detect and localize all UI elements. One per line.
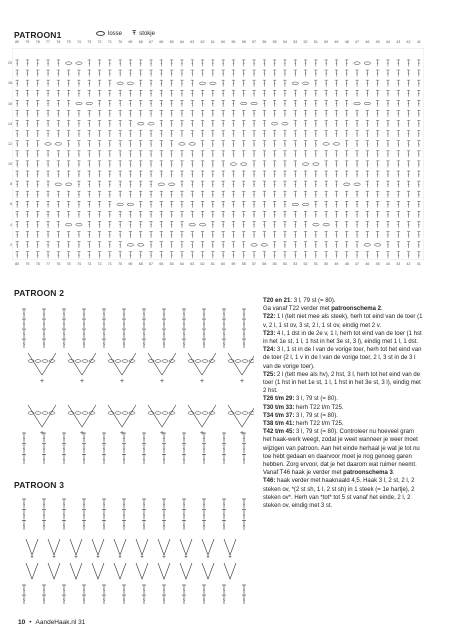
column-number: 56	[262, 262, 267, 266]
column-number: 48	[344, 262, 349, 266]
column-number: 65	[169, 40, 174, 44]
column-number: 41	[416, 262, 421, 266]
chain-stitch-symbol	[65, 223, 71, 226]
svg-text:+: +	[79, 430, 85, 437]
svg-text:+: +	[96, 555, 100, 561]
column-number: 45	[375, 40, 380, 44]
column-number: 58	[241, 40, 246, 44]
column-number: 77	[46, 40, 51, 44]
page-footer	[18, 619, 85, 626]
column-number: 79	[25, 262, 30, 266]
chain-stitch-symbol	[168, 183, 174, 186]
chain-stitch-symbol	[127, 82, 133, 85]
column-number: 78	[35, 40, 40, 44]
treble-stitch-icon: Ŧ	[132, 30, 137, 37]
column-number: 78	[35, 262, 40, 266]
column-number: 69	[128, 262, 133, 266]
column-number: 67	[149, 262, 154, 266]
chain-stitch-symbol	[374, 244, 380, 247]
column-number: 56	[262, 40, 267, 44]
svg-text:+: +	[228, 555, 232, 561]
column-number: 50	[324, 262, 329, 266]
legend-label-treble: stokje	[139, 30, 155, 37]
patroon1-title: PATROON1	[14, 30, 62, 40]
chain-stitch-icon	[96, 31, 105, 36]
row-number: 10	[8, 162, 12, 167]
column-number: 71	[107, 262, 112, 266]
column-number: 57	[252, 40, 257, 44]
chain-stitch-symbol	[117, 203, 123, 206]
column-numbers-top	[12, 40, 424, 48]
row-number: 18	[8, 81, 12, 86]
column-number: 66	[159, 262, 164, 266]
column-number: 43	[396, 262, 401, 266]
column-number: 51	[313, 262, 318, 266]
chain-stitch-symbol	[282, 122, 288, 125]
instructions-column	[263, 297, 423, 510]
column-number: 58	[241, 262, 246, 266]
svg-text:+: +	[74, 555, 78, 561]
row-number: 16	[8, 101, 12, 106]
column-number: 61	[210, 262, 215, 266]
row-number: 12	[8, 141, 12, 146]
row-number: 6	[10, 202, 12, 207]
instruction-paragraph: T22: 1 l (telt niet mee als steek), herh tot eind van de toer (1 v, 2 l, 1 st ov, 3 st, 2 l, 1 st ov, eindig met 2 v.	[263, 314, 423, 329]
svg-text:+: +	[199, 378, 205, 385]
svg-text:+: +	[184, 555, 188, 561]
chain-stitch-symbol	[158, 183, 164, 186]
chain-stitch-symbol	[354, 183, 360, 186]
column-number: 44	[385, 262, 390, 266]
column-number: 50	[324, 40, 329, 44]
column-number: 64	[179, 262, 184, 266]
legend-item-treble	[132, 30, 155, 37]
column-number: 80	[15, 40, 20, 44]
instruction-paragraph: T30 t/m 33: herh T22 t/m T25.	[263, 404, 344, 411]
row-number: 14	[8, 121, 12, 126]
column-number: 44	[385, 40, 390, 44]
column-number: 63	[190, 262, 195, 266]
chain-stitch-symbol	[55, 143, 61, 146]
svg-text:+: +	[52, 555, 56, 561]
svg-text:+: +	[39, 430, 45, 437]
column-number: 43	[396, 40, 401, 44]
chain-stitch-symbol	[364, 102, 370, 105]
column-number: 52	[303, 262, 308, 266]
row-number: 4	[10, 222, 12, 227]
chain-stitch-symbol	[344, 183, 350, 186]
svg-text:+: +	[159, 378, 165, 385]
column-number: 60	[221, 262, 226, 266]
svg-text:+: +	[39, 378, 45, 385]
column-number: 70	[118, 262, 123, 266]
svg-text:+: +	[30, 555, 34, 561]
svg-text:+: +	[199, 430, 205, 437]
chain-stitch-symbol	[210, 82, 216, 85]
column-number: 59	[231, 40, 236, 44]
chain-stitch-symbol	[333, 143, 339, 146]
patroon3-diagram	[18, 497, 254, 607]
column-number: 70	[118, 40, 123, 44]
column-number: 42	[406, 40, 411, 44]
chain-stitch-symbol	[364, 62, 370, 65]
column-number: 62	[200, 40, 205, 44]
column-number: 76	[56, 40, 61, 44]
chain-stitch-symbol	[230, 163, 236, 166]
chain-stitch-symbol	[189, 143, 195, 146]
legend	[96, 30, 155, 37]
chain-stitch-symbol	[241, 163, 247, 166]
legend-label-chain: losse	[108, 30, 123, 37]
column-number: 41	[416, 40, 421, 44]
column-number: 80	[15, 262, 20, 266]
row-number: 2	[10, 242, 12, 247]
chain-stitch-symbol	[313, 223, 319, 226]
column-number: 53	[293, 40, 298, 44]
chain-stitch-symbol	[76, 223, 82, 226]
column-numbers-bottom	[12, 262, 424, 270]
column-number: 71	[107, 40, 112, 44]
column-number: 55	[272, 262, 277, 266]
instruction-paragraph: T38 t/m 41: herh T22 t/m T25.	[263, 421, 344, 428]
chain-stitch-symbol	[76, 62, 82, 65]
chain-stitch-symbol	[55, 183, 61, 186]
chain-stitch-symbol	[302, 82, 308, 85]
row-number: 20	[8, 61, 12, 66]
footer-source: AandeHaak.nl 31	[35, 619, 86, 626]
svg-text:+: +	[119, 430, 125, 437]
column-number: 75	[66, 262, 71, 266]
chain-stitch-symbol	[199, 223, 205, 226]
patroon1-chart-grid	[12, 48, 424, 260]
chain-stitch-symbol	[86, 102, 92, 105]
chain-stitch-symbol	[65, 183, 71, 186]
instruction-paragraph: Ga vanaf T22 verder met patroonschema 2.	[263, 306, 383, 313]
chain-stitch-symbol	[323, 223, 329, 226]
column-number: 46	[365, 40, 370, 44]
chain-stitch-symbol	[251, 244, 257, 247]
instruction-paragraph: T42 t/m 45: 3 l, 79 st (= 80). Controleer nu hoeveel gram het haak-werk weegt, zodat je weet wanneer je weer moet wijzigen van patroon. Aan het einde herhaal je wat je tot nu toe hebt gedaan en daarvoor moet je nog genoeg garen hebben. Zorg ervoor, dat je het daarom wat ruimer neemt. Vanaf T46 haak je verder met patroonschema 3.	[263, 429, 420, 477]
svg-text:+: +	[118, 555, 122, 561]
column-number: 49	[334, 40, 339, 44]
patroon2-diagram	[18, 305, 254, 467]
column-number: 68	[138, 40, 143, 44]
chain-stitch-symbol	[199, 82, 205, 85]
chain-stitch-symbol	[302, 203, 308, 206]
column-number: 54	[282, 262, 287, 266]
chain-stitch-symbol	[138, 122, 144, 125]
instruction-paragraph: T34 t/m 37: 3 l, 79 st (= 80).	[263, 412, 338, 419]
chain-stitch-symbol	[76, 102, 82, 105]
column-number: 62	[200, 262, 205, 266]
chain-stitch-symbol	[354, 102, 360, 105]
column-number: 73	[87, 40, 92, 44]
column-number: 47	[355, 262, 360, 266]
column-number: 63	[190, 40, 195, 44]
column-number: 47	[355, 40, 360, 44]
chain-stitch-symbol	[261, 244, 267, 247]
chain-stitch-symbol	[138, 244, 144, 247]
column-number: 51	[313, 40, 318, 44]
column-number: 60	[221, 40, 226, 44]
chain-stitch-symbol	[179, 143, 185, 146]
column-number: 54	[282, 40, 287, 44]
chain-stitch-symbol	[65, 62, 71, 65]
chain-stitch-symbol	[127, 203, 133, 206]
column-number: 72	[97, 40, 102, 44]
page-number: 10	[18, 619, 26, 626]
column-number: 74	[76, 40, 81, 44]
patroon2-title: PATROON 2	[14, 288, 65, 298]
column-number: 53	[293, 262, 298, 266]
column-number: 76	[56, 262, 61, 266]
legend-item-chain	[96, 31, 122, 37]
svg-text:+: +	[119, 378, 125, 385]
chain-stitch-symbol	[364, 244, 370, 247]
chain-stitch-symbol	[127, 244, 133, 247]
patroon3-title: PATROON 3	[14, 480, 65, 490]
column-number: 74	[76, 262, 81, 266]
column-number: 42	[406, 262, 411, 266]
column-number: 64	[179, 40, 184, 44]
instruction-paragraph: T24: 3 l, 1 st in de l van de vorige toer, herh tot het eind van de toer (2 l, 1 v in de l van de vorige toer, 2 l, 3 st in de 3 l van de vorige toer).	[263, 347, 422, 370]
column-number: 73	[87, 262, 92, 266]
column-number: 79	[25, 40, 30, 44]
column-number: 69	[128, 40, 133, 44]
svg-text:+: +	[206, 555, 210, 561]
chain-stitch-symbol	[45, 143, 51, 146]
chain-stitch-symbol	[354, 62, 360, 65]
svg-text:+: +	[159, 430, 165, 437]
column-number: 57	[252, 262, 257, 266]
column-number: 66	[159, 40, 164, 44]
chain-stitch-symbol	[292, 82, 298, 85]
column-number: 45	[375, 262, 380, 266]
svg-text:+: +	[239, 378, 245, 385]
chain-stitch-symbol	[292, 203, 298, 206]
instruction-paragraph: T20 en 21: 3 l, 79 st (= 80).	[263, 298, 336, 304]
row-numbers	[2, 48, 12, 260]
chain-stitch-symbol	[148, 122, 154, 125]
instruction-paragraph: T23: 4 l, 1 dst in de 2e v, 1 l, herh tot eind van de toer (1 hst in het 1e st, 1 l, 1 hst in het 3e st, 3 l), eindig met 1 l, 1 dst.	[263, 330, 422, 346]
column-number: 72	[97, 262, 102, 266]
chain-stitch-symbol	[189, 223, 195, 226]
chain-stitch-symbol	[271, 122, 277, 125]
chain-stitch-symbol	[251, 102, 257, 105]
chain-stitch-symbol	[241, 102, 247, 105]
svg-text:+: +	[239, 430, 245, 437]
footer-bullet: •	[29, 619, 32, 626]
column-number: 75	[66, 40, 71, 44]
instruction-paragraph: T46: haak verder met haaknaald 4,5. Haak 3 l, 2 st, 2 l, 2 steken ov, *(2 st sh, 1 l, 2 st sh) in 1 steek (= 1e hartje), 2 steken ov*. Herh van *tot* tot 5 st vanaf het einde, 2 l, 2 steken ov, eindig met 3 st.	[263, 478, 415, 510]
row-number: 8	[10, 182, 12, 187]
column-number: 49	[334, 262, 339, 266]
column-number: 77	[46, 262, 51, 266]
column-number: 46	[365, 262, 370, 266]
instruction-paragraph: T25: 2 l (telt mee als hv), 2 hst, 3 l, herh tot het eind van de toer (1 hst in het 1e st, 1 l, 1 hst in het 3e st, 3 l), eindig met 2 hst.	[263, 371, 421, 395]
chain-stitch-symbol	[117, 82, 123, 85]
column-number: 52	[303, 40, 308, 44]
chain-stitch-symbol	[323, 143, 329, 146]
svg-text:+: +	[162, 555, 166, 561]
chain-stitch-symbol	[313, 163, 319, 166]
column-number: 65	[169, 262, 174, 266]
column-number: 48	[344, 40, 349, 44]
chain-stitch-symbol	[302, 163, 308, 166]
instruction-paragraph: T26 t/m 29: 3 l, 79 st (= 80).	[263, 396, 338, 403]
column-number: 61	[210, 40, 215, 44]
column-number: 59	[231, 262, 236, 266]
column-number: 67	[149, 40, 154, 44]
svg-text:+: +	[140, 555, 144, 561]
svg-text:+: +	[79, 378, 85, 385]
column-number: 68	[138, 262, 143, 266]
column-number: 55	[272, 40, 277, 44]
